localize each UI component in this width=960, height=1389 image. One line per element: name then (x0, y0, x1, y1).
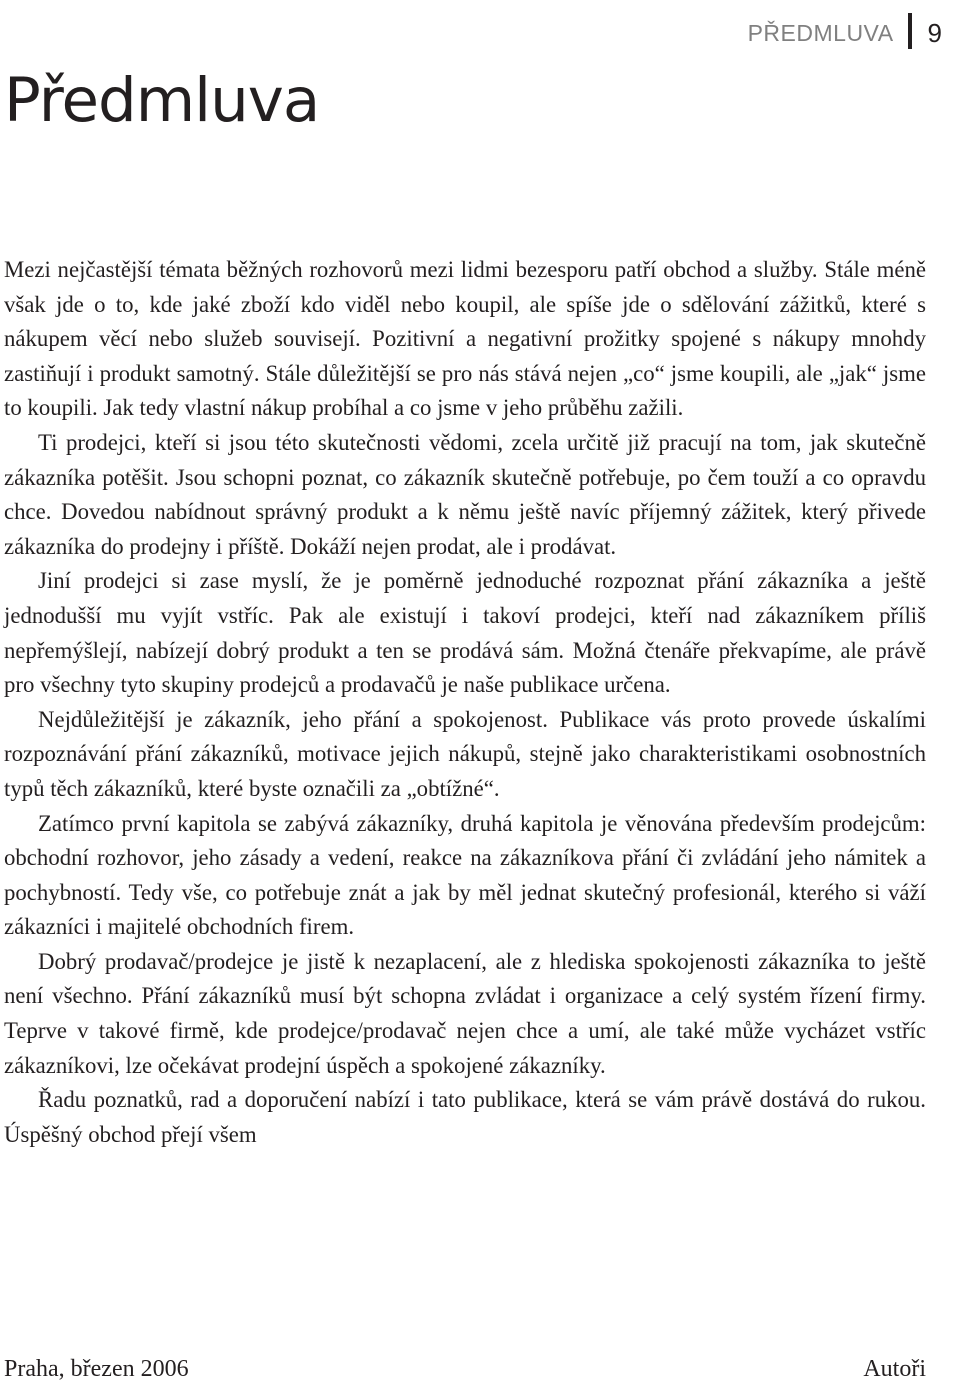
signature-line (4, 1354, 926, 1384)
paragraph: Zatímco první kapitola se zabývá zákazníky, druhá kapitola je věnována především prodejcům: obchodní rozhovor, jeho zásady a vedení, reakce na zákazníkova přání či zvládání jeho námitek a pochybností. Tedy vše, co potřebuje znát a jak by měl jednat skutečný profesionál, kterého si váží zákazníci i majitelé obchodních firem. (4, 810, 926, 940)
page-number: 9 (927, 18, 942, 48)
paragraph: Dobrý prodavač/prodejce je jistě k nezaplacení, ale z hlediska spokojenosti zákazníka to ještě není všechno. Přání zákazníků musí být schopna zvládat i organizace a celý systém řízení firmy. Teprve v takové firmě, kde prodejce/prodavač nejen chce a umí, ale také může vycházet vstříc zákazníkovi, lze očekávat prodejní úspěch a spokojené zákazníky. (4, 948, 926, 1078)
chapter-title: Předmluva (4, 65, 320, 136)
paragraph: Nejdůležitější je zákazník, jeho přání a spokojenost. Publikace vás proto provede úskalími rozpoznávání přání zákazníků, motivace jejich nákupů, stejně jako charakteristikami osobnostních typů těch zákazníků, které byste označili za „obtížné“. (4, 706, 926, 801)
running-header (748, 12, 942, 49)
authors-signature: Autoři (863, 1356, 926, 1382)
paragraph: Jiní prodejci si zase myslí, že je poměrně jednoduché rozpoznat přání zákazníka a ještě jednodušší mu vyjít vstříc. Pak ale existují i takoví prodejci, kteří nad zákazníkem příliš nepřemýšlejí, nabízejí dobrý produkt a ten se prodává sám. Možná čtenáře překvapíme, ale právě pro všechny tyto skupiny prodejců a prodavačů je naše publikace určena. (4, 568, 926, 698)
paragraph: Mezi nejčastější témata běžných rozhovorů mezi lidmi bezesporu patří obchod a služby. Stále méně však jde o to, kde jaké zboží kdo viděl nebo koupil, ale spíše jde o sdělování zážitků, které s nákupem věcí nebo služeb souvisejí. Pozitivní a negativní prožitky spojené s nákupy mnohdy zastiňují i produkt samotný. Stále důležitější se pro nás stává nejen „co“ jsme koupili, ale „jak“ jsme to koupili. Jak tedy vlastní nákup probíhal a co jsme v jeho průběhu zažili. (4, 257, 926, 421)
header-rule (908, 13, 912, 49)
place-date: Praha, březen 2006 (4, 1356, 189, 1382)
running-title: PŘEDMLUVA (747, 20, 894, 46)
paragraph: Řadu poznatků, rad a doporučení nabízí i tato publikace, která se vám právě dostává do rukou. Úspěšný obchod přejí všem (4, 1087, 926, 1147)
paragraph: Ti prodejci, kteří si jsou této skutečnosti vědomi, zcela určitě již pracují na tom, jak skutečně zákazníka potěšit. Jsou schopni poznat, co zákazník skutečně potřebuje, po čem touží a co opravdu chce. Dovedou nabídnout správný produkt a k němu ještě navíc příjemný zážitek, který přivede zákazníka do prodejny i příště. Dokáží nejen prodat, ale i prodávat. (4, 429, 926, 559)
body-text (4, 253, 926, 1152)
